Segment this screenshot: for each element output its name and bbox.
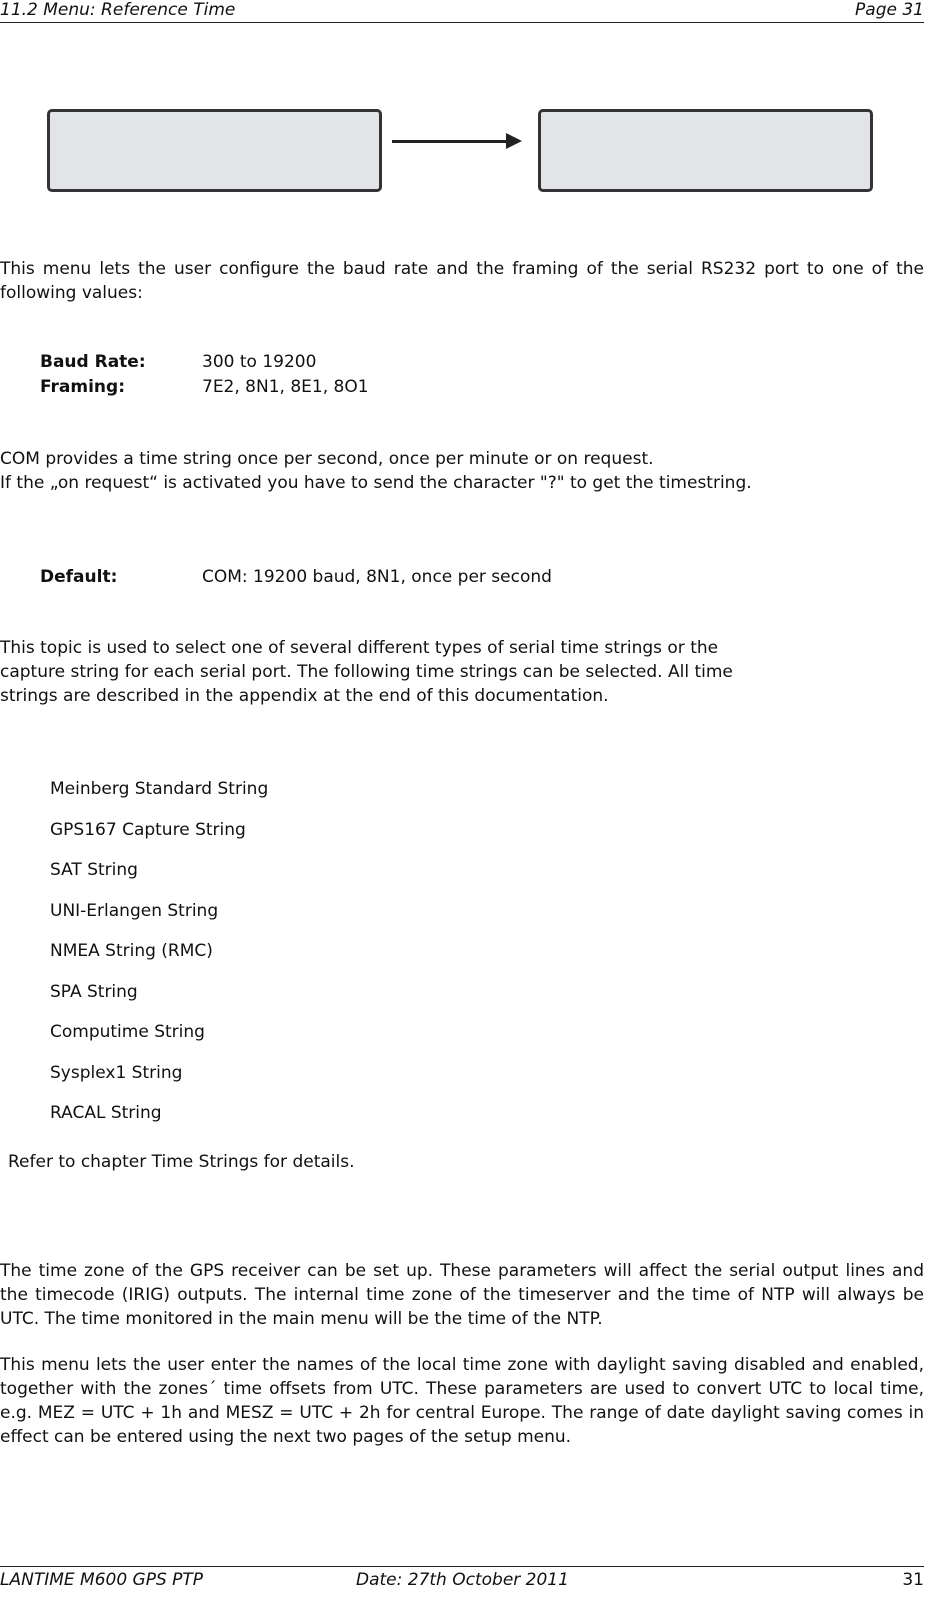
list-item: Computime String xyxy=(50,1022,205,1042)
default-value: COM: 19200 baud, 8N1, once per second xyxy=(202,567,552,587)
framing-row xyxy=(40,377,369,397)
list-item: SPA String xyxy=(50,981,138,1002)
timezone-paragraph-1: The time zone of the GPS receiver can be set up. These parameters will affect the serial output lines and the timecode (IRIG) outputs. The internal time zone of the timeserver and the time of NTP will always be UTC. The time monitored in the main menu will be the time of the NTP. xyxy=(0,1261,924,1329)
default-label: Default: xyxy=(40,567,118,587)
default-row xyxy=(40,567,552,587)
lcd-screen-left xyxy=(47,109,382,192)
arrow-right-icon xyxy=(506,133,522,149)
arrow-line xyxy=(392,140,508,143)
serial-intro: This menu lets the user configure the baud rate and the framing of the serial RS232 port to one of the following values: xyxy=(0,259,924,303)
baud-rate-value: 300 to 19200 xyxy=(202,352,317,372)
topic-line-1: This topic is used to select one of several different types of serial time strings or the xyxy=(0,638,719,658)
footer-page-number: 31 xyxy=(902,1570,924,1590)
list-item: NMEA String (RMC) xyxy=(50,941,213,961)
com-text-2: If the „on request“ is activated you have to send the character "?" to get the timestring. xyxy=(0,473,752,493)
framing-value: 7E2, 8N1, 8E1, 8O1 xyxy=(202,377,369,397)
footer-rule xyxy=(0,1566,924,1567)
com-text-1: COM provides a time string once per second, once per minute or on request. xyxy=(0,449,654,469)
section-title: 11.2 Menu: Reference Time xyxy=(0,0,236,20)
baud-rate-row xyxy=(40,352,316,372)
list-item: SAT String xyxy=(50,860,138,880)
framing-label: Framing: xyxy=(40,377,125,397)
topic-line-3: strings are described in the appendix at the end of this documentation. xyxy=(0,686,609,706)
list-item: Meinberg Standard String xyxy=(50,779,269,799)
topic-line-2: capture string for each serial port. The following time strings can be selected. All time xyxy=(0,662,733,682)
list-item: Sysplex1 String xyxy=(50,1062,183,1083)
list-item: RACAL String xyxy=(50,1103,162,1123)
header-rule xyxy=(0,22,924,23)
baud-rate-label: Baud Rate: xyxy=(40,352,146,372)
footer-date: Date: 27th October 2011 xyxy=(356,1570,569,1590)
timezone-paragraph-2: This menu lets the user enter the names of the local time zone with daylight saving disabled and enabled, together with the zones´ time offsets from UTC. These parameters are used to convert UTC to local time, e.g. MEZ = UTC + 1h and MESZ = UTC + 2h for central Europe. The range of date daylight saving comes in effect can be entered using the next two pages of the setup menu. xyxy=(0,1355,924,1447)
list-item: UNI-Erlangen String xyxy=(50,900,219,921)
footer-product: LANTIME M600 GPS PTP xyxy=(0,1570,204,1590)
lcd-screen-right xyxy=(538,109,873,192)
page-label: Page 31 xyxy=(855,0,924,20)
refer-text: Refer to chapter Time Strings for details. xyxy=(8,1152,355,1172)
time-string-list xyxy=(50,777,268,1142)
list-item: GPS167 Capture String xyxy=(50,819,246,840)
